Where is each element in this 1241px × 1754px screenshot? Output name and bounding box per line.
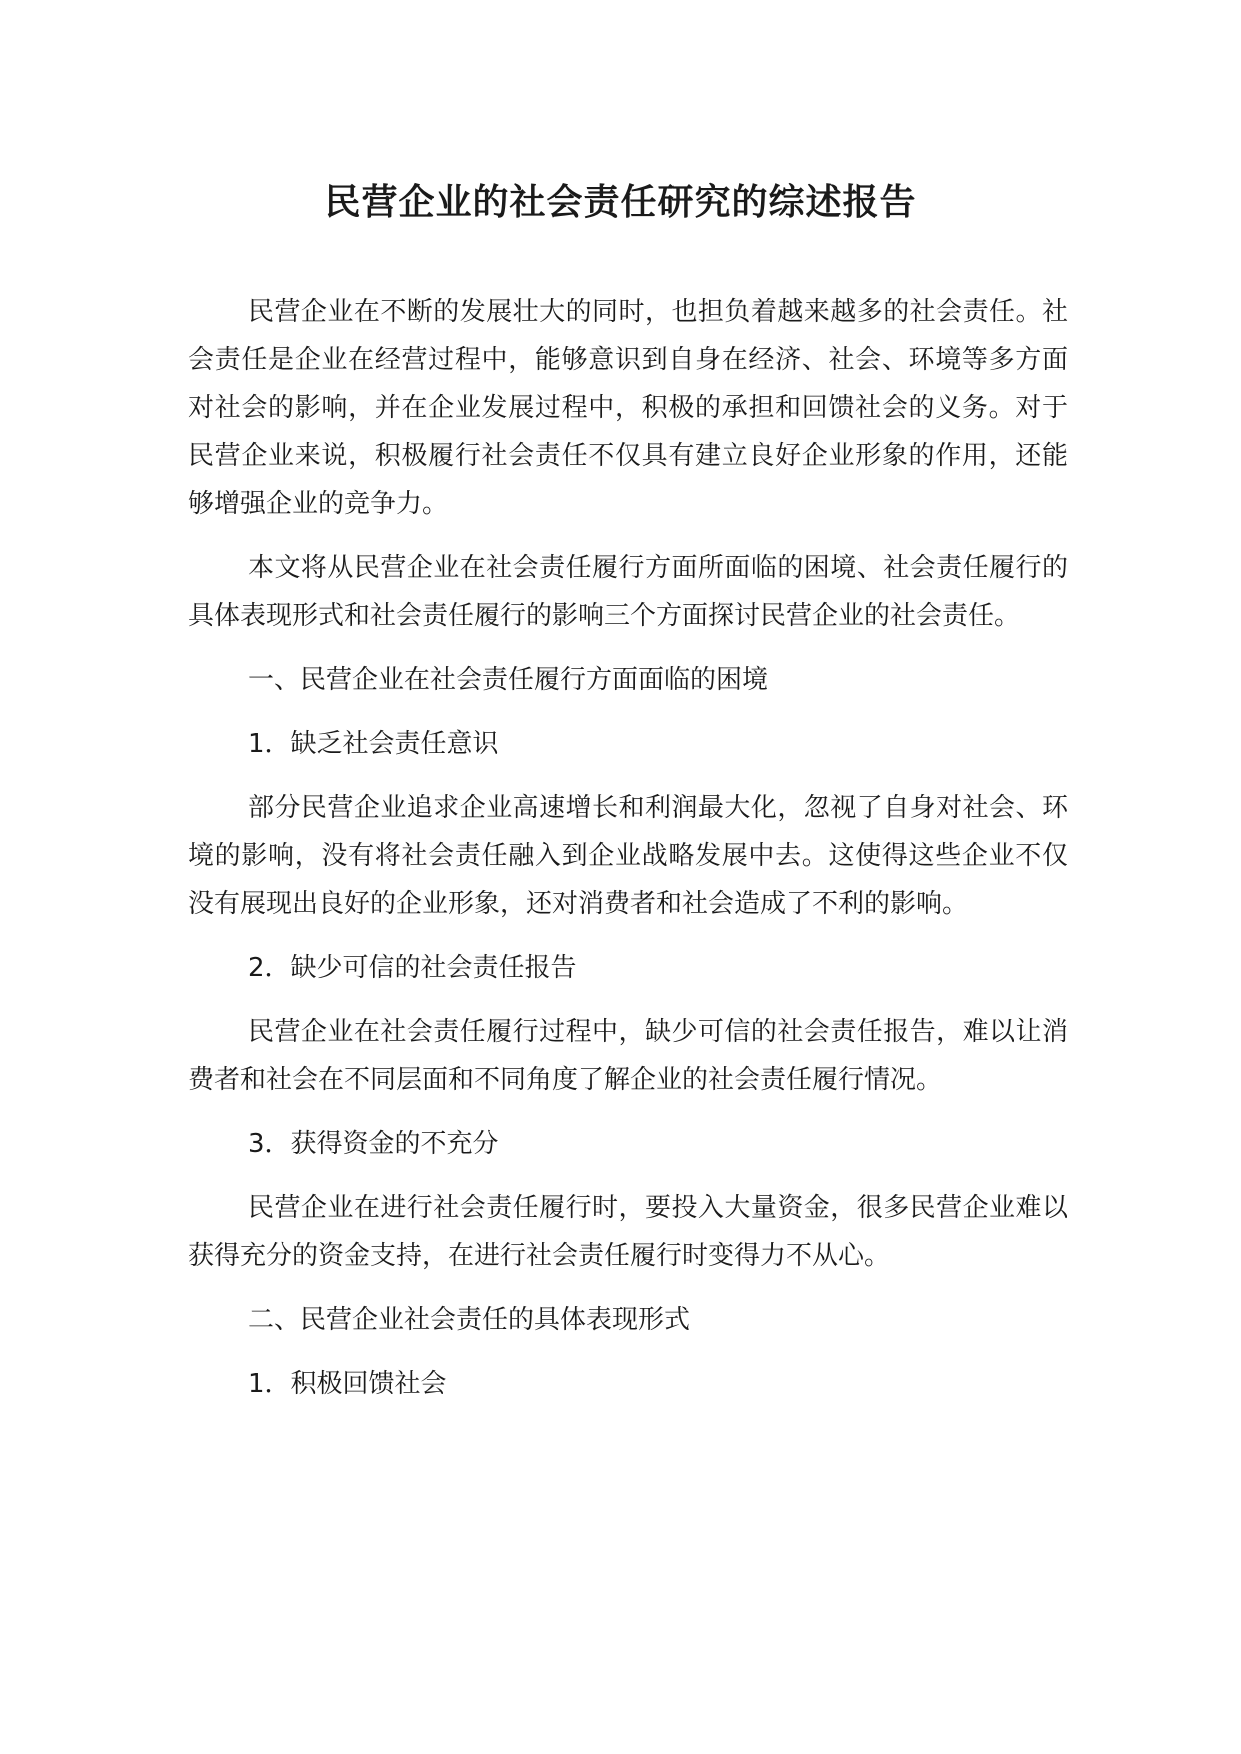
subsection-heading-1-2: 2．缺少可信的社会责任报告 — [248, 953, 577, 983]
section-heading-2: 二、民营企业社会责任的具体表现形式 — [248, 1305, 691, 1335]
paragraph-1-2: 民营企业在社会责任履行过程中，缺少可信的社会责任报告，难以让消费者和社会在不同层面和不同角度了解企业的社会责任履行情况。 — [188, 1017, 1068, 1095]
paragraph-scope: 本文将从民营企业在社会责任履行方面所面临的困境、社会责任履行的具体表现形式和社会责任履行的影响三个方面探讨民营企业的社会责任。 — [188, 553, 1068, 631]
subsection-heading-1-1: 1．缺乏社会责任意识 — [248, 729, 499, 759]
paragraph-intro: 民营企业在不断的发展壮大的同时，也担负着越来越多的社会责任。社会责任是企业在经营过程中，能够意识到自身在经济、社会、环境等多方面对社会的影响，并在企业发展过程中，积极的承担和回馈社会的义务。对于民营企业来说，积极履行社会责任不仅具有建立良好企业形象的作用，还能够增强企业的竞争力。 — [188, 297, 1068, 519]
subsection-heading-1-3: 3．获得资金的不充分 — [248, 1129, 499, 1159]
section-heading-1: 一、民营企业在社会责任履行方面面临的困境 — [248, 665, 769, 695]
paragraph-1-3: 民营企业在进行社会责任履行时，要投入大量资金，很多民营企业难以获得充分的资金支持，在进行社会责任履行时变得力不从心。 — [188, 1193, 1068, 1271]
document-body — [188, 288, 1068, 1424]
paragraph-1-1: 部分民营企业追求企业高速增长和利润最大化，忽视了自身对社会、环境的影响，没有将社会责任融入到企业战略发展中去。这使得这些企业不仅没有展现出良好的企业形象，还对消费者和社会造成了不利的影响。 — [188, 793, 1068, 919]
document-title: 民营企业的社会责任研究的综述报告 — [324, 182, 917, 223]
subsection-heading-2-1: 1．积极回馈社会 — [248, 1369, 447, 1399]
